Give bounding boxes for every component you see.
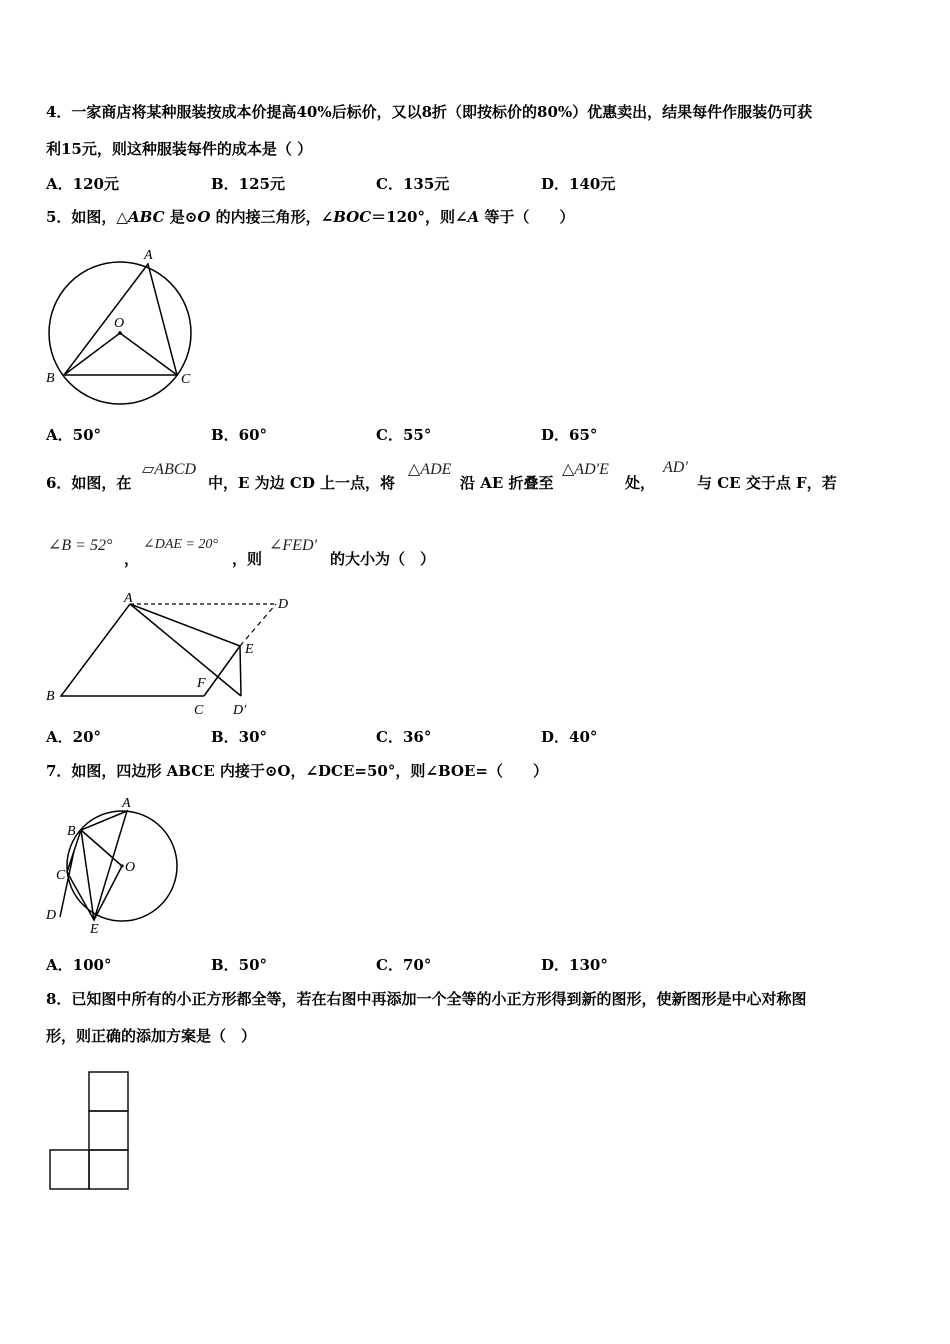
q7-label-o: O: [125, 860, 136, 875]
q6-math-angle-dae: ∠DAE = 20°: [143, 537, 218, 552]
q6-label-b: B: [46, 689, 55, 704]
q5-option-c[interactable]: C．55°: [376, 426, 432, 444]
q5-option-d[interactable]: D．65°: [541, 426, 598, 444]
q7-label-b: B: [67, 824, 76, 839]
q7-text: 7．如图，四边形 ABCE 内接于⊙O，∠DCE=50°，则∠BOE=（ ）: [46, 762, 548, 780]
q5-option-a[interactable]: A．50°: [46, 426, 102, 444]
q4-option-a[interactable]: A．120元: [46, 175, 119, 193]
q5-option-b[interactable]: B．60°: [211, 426, 268, 444]
q5-figure-circle-triangle: [40, 242, 200, 412]
q7-option-b[interactable]: B．50°: [211, 956, 268, 974]
q6-label-c: C: [194, 703, 204, 718]
q6-text-part3: 沿 AE 折叠至: [460, 474, 554, 492]
q6-text-part2: 中，E 为边 CD 上一点，将: [208, 474, 396, 492]
q6-comma1: ，: [124, 550, 140, 568]
q5-label-b: B: [46, 371, 55, 386]
q6-math-triangle-ade: △ADE: [408, 461, 452, 478]
q7-label-d: D: [46, 908, 57, 923]
q7-figure-inscribed-quadrilateral: [40, 793, 190, 943]
q7-label-c: C: [56, 868, 66, 883]
q6-math-triangle-adpe: △AD′E: [562, 461, 609, 478]
q8-figure-squares: [48, 1070, 132, 1194]
q6-label-a: A: [124, 591, 133, 606]
q7-label-e: E: [90, 922, 99, 937]
q4-text-line2: 利15元，则这种服装每件的成本是（ ）: [46, 140, 313, 158]
q6-text-part4: 处，: [625, 474, 656, 492]
q7-label-a: A: [122, 796, 131, 811]
q6-math-adp: AD′: [663, 459, 688, 476]
q8-text-line1: 8．已知图中所有的小正方形都全等，若在右图中再添加一个全等的小正方形得到新的图形，使新图形是中心对称图: [46, 990, 807, 1008]
q6-label-dprime: D′: [233, 703, 247, 718]
q6-math-angle-fedp: ∠FED′: [269, 537, 318, 554]
q6-option-b[interactable]: B．30°: [211, 728, 268, 746]
q6-text-part5: 与 CE 交于点 F，若: [697, 474, 837, 492]
q4-text-line1: 4．一家商店将某种服装按成本价提高40%后标价，又以8折（即按标价的80%）优惠卖出，结果每件作服装仍可获: [46, 103, 813, 121]
q8-text-line2: 形，则正确的添加方案是（ ）: [46, 1027, 257, 1045]
q6-label-f: F: [197, 676, 206, 691]
q5-text: 5．如图，△ABC 是⊙O 的内接三角形，∠BOC＝120°，则∠A 等于（ ）: [46, 208, 575, 226]
q7-option-c[interactable]: C．70°: [376, 956, 432, 974]
q6-option-c[interactable]: C．36°: [376, 728, 432, 746]
q4-option-d[interactable]: D．140元: [541, 175, 616, 193]
q6-comma2: ，则: [232, 550, 263, 568]
q6-label-d: D: [278, 597, 289, 612]
q6-text-part6: 的大小为（ ）: [330, 550, 436, 568]
q7-option-d[interactable]: D．130°: [541, 956, 608, 974]
q4-option-b[interactable]: B．125元: [211, 175, 285, 193]
q4-option-c[interactable]: C．135元: [376, 175, 450, 193]
q5-label-a: A: [144, 248, 153, 263]
q6-option-a[interactable]: A．20°: [46, 728, 102, 746]
q7-option-a[interactable]: A．100°: [46, 956, 112, 974]
q6-figure-parallelogram-fold: [40, 590, 310, 720]
q5-label-c: C: [181, 372, 191, 387]
q6-option-d[interactable]: D．40°: [541, 728, 598, 746]
q6-math-angle-b: ∠B = 52°: [48, 537, 113, 554]
q6-text-part1: 6．如图，在: [46, 474, 132, 492]
q6-label-e: E: [245, 642, 254, 657]
q5-label-o: O: [114, 316, 125, 331]
q6-math-parallelogram: ▱ABCD: [142, 461, 197, 478]
